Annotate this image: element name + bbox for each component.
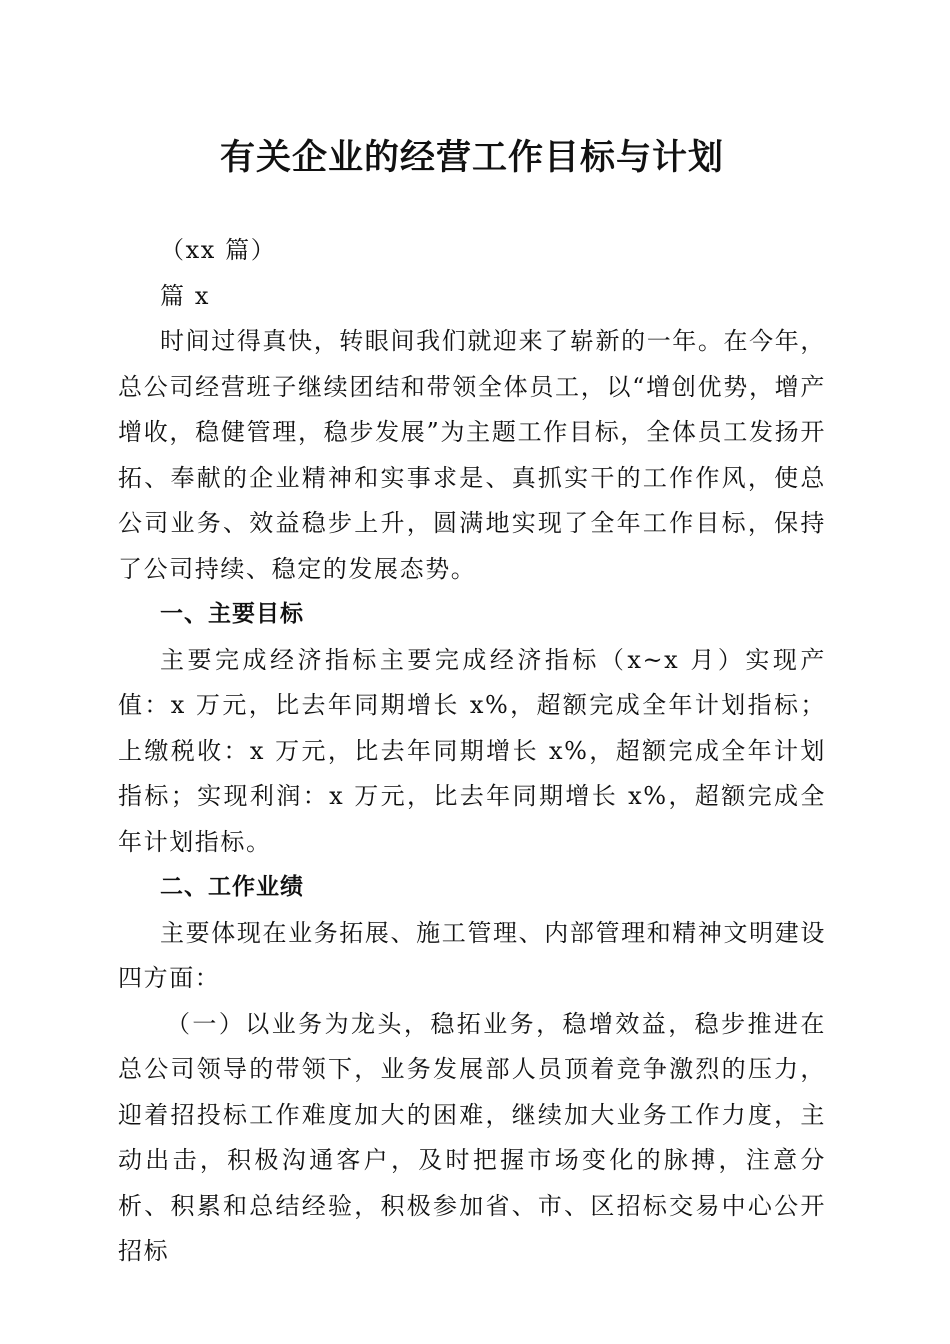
section-heading-main-goals: 一、主要目标 xyxy=(160,601,304,627)
document-title: 有关企业的经营工作目标与计划 xyxy=(219,137,724,178)
main-goals-paragraph: 主要完成经济指标主要完成经济指标（x~x 月）实现产值：x 万元，比去年同期增长 x%，超额完成全年计划指标；上缴税收：x 万元，比去年同期增长 x%，超额完成全年计划指标；实现利润：x 万元，比去年同期增长 x%，超额完成全年计划指标。 xyxy=(118,645,826,856)
subsection-business-paragraph: （一）以业务为龙头，稳拓业务，稳增效益，稳步推进在总公司领导的带领下，业务发展部人员顶着竞争激烈的压力，迎着招投标工作难度加大的困难，继续加大业务工作力度，主动出击，积极沟通客户，及时把握市场变化的脉搏，注意分析、积累和总结经验，积极参加省、市、区招标交易中心公开招标 xyxy=(118,1009,826,1265)
document-body xyxy=(118,228,826,1275)
section-heading-work-results: 二、工作业绩 xyxy=(160,874,304,900)
work-results-paragraph: 主要体现在业务拓展、施工管理、内部管理和精神文明建设四方面： xyxy=(118,918,826,992)
intro-paragraph: 时间过得真快，转眼间我们就迎来了崭新的一年。在今年，总公司经营班子继续团结和带领全体员工，以“增创优势，增产增收，稳健管理，稳步发展”为主题工作目标，全体员工发扬开拓、奉献的企业精神和实事求是、真抓实干的工作作风，使总公司业务、效益稳步上升，圆满地实现了全年工作目标，保持了公司持续、稳定的发展态势。 xyxy=(118,327,826,583)
piece-label: 篇 x xyxy=(160,281,210,310)
piece-count-label: （xx 篇） xyxy=(160,236,277,264)
